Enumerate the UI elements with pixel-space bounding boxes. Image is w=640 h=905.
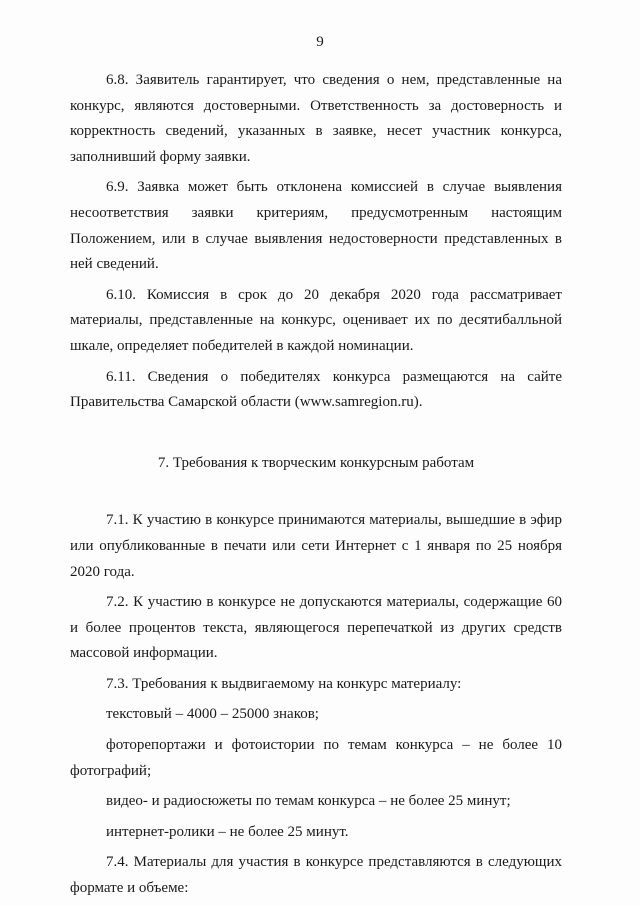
requirement-photo: фоторепортажи и фотоистории по темам конкурса – не более 10 фотографий; [70,737,562,779]
paragraph-7-3: 7.3. Требования к выдвигаемому на конкурс материалу: [106,675,462,692]
paragraph-6-9: 6.9. Заявка может быть отклонена комиссией в случае выявления несоответствия заявки критериям, предусмотренным настоящим Положением, или в случае выявления недостоверности представленных в ней сведений. [70,179,562,273]
document-body [70,68,562,902]
paragraph-6-8: 6.8. Заявитель гарантирует, что сведения о нем, представленные на конкурс, являются достоверными. Ответственность за достоверность и корректность сведений, указанных в заявке, несет участник конкурса, заполнивший форму заявки. [70,72,562,165]
requirement-video: видео- и радиосюжеты по темам конкурса – не более 25 минут; [106,793,511,810]
paragraph-7-2: 7.2. К участию в конкурсе не допускаются материалы, содержащие 60 и более процентов текста, являющегося перепечаткой из других средств массовой информации. [70,594,562,662]
paragraph-7-4: 7.4. Материалы для участия в конкурсе представляются в следующих формате и объеме: [70,854,562,897]
paragraph-7-1: 7.1. К участию в конкурсе принимаются материалы, вышедшие в эфир или опубликованные в печати или сети Интернет с 1 января по 25 ноября 2020 года. [70,512,562,580]
requirement-text: текстовый – 4000 – 25000 знаков; [106,706,319,723]
section-7-heading: 7. Требования к творческим конкурсным работам [157,454,475,471]
paragraph-6-10: 6.10. Комиссия в срок до 20 декабря 2020 года рассматривает материалы, представленные на конкурс, оценивает их по десятибалльной шкале, определяет победителей в каждой номинации. [70,286,562,354]
paragraph-6-11: 6.11. Сведения о победителях конкурса размещаются на сайте Правительства Самарской области (www.samregion.ru). [70,368,562,411]
requirement-internet: интернет-ролики – не более 25 минут. [106,823,349,840]
page-number: 9 [316,34,324,50]
